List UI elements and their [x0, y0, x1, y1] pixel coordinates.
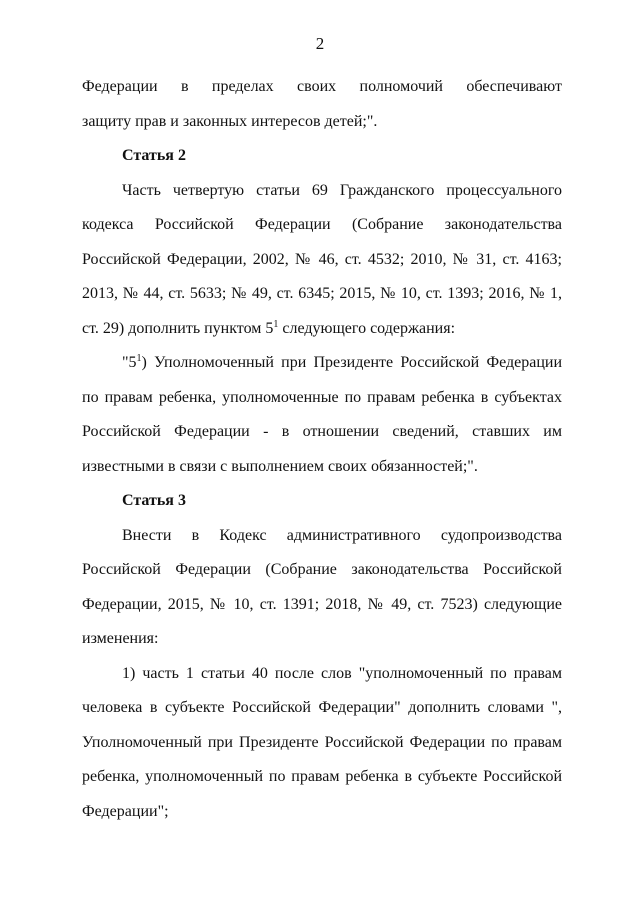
- intro-word: Федерации: [82, 78, 158, 95]
- article-3-heading: Статья 3: [122, 492, 186, 509]
- article-2-p2-text: ) Уполномоченный при Президенте Российской Федерации по правам ребенка, уполномоченные по правам ребенка в субъектах Российской Федерации - в отношении сведений, ставших им известными в связи с выполнением своих обязанностей;".: [82, 354, 562, 475]
- intro-word: своих: [297, 78, 337, 95]
- article-2-p1-text: Часть четвертую статьи 69 Гражданского процессуального кодекса Российской Федерации (Собрание законодательства Российской Федерации, 2002, № 46, ст. 4532; 2010, № 31, ст. 4163; 2013, № 44, ст. 5633; № 49, ст. 6345; 2015, № 10, ст. 1393; 2016, № 1, ст. 29) дополнить пунктом 5: [82, 181, 562, 337]
- intro-word: пределах: [211, 78, 274, 95]
- article-2-p1-superscript: 1: [273, 318, 279, 330]
- article-3-paragraph-2: 1) часть 1 статьи 40 после слов "уполномоченный по правам человека в субъекте Российской Федерации" дополнить словами ", Уполномоченный при Президенте Российской Федерации по правам ребенка, уполномоченный по правам ребенка в субъекте Российской Федерации";: [82, 664, 562, 820]
- intro-word: обеспечивают: [466, 78, 562, 95]
- intro-word: в: [180, 78, 189, 95]
- document-body: [82, 70, 562, 829]
- page-number: 2: [315, 34, 325, 53]
- article-2-heading: Статья 2: [122, 147, 186, 164]
- intro-first-line: [82, 70, 562, 105]
- intro-word: полномочий: [359, 78, 443, 95]
- article-2-p2-prefix: "5: [122, 354, 137, 371]
- article-2-paragraph-1: [82, 174, 562, 347]
- intro-paragraph-end: защиту прав и законных интересов детей;".: [82, 112, 378, 130]
- article-2-p1-text-end: следующего содержания:: [278, 319, 456, 337]
- article-2-p2-superscript: 1: [136, 353, 142, 364]
- article-2-paragraph-2: [82, 346, 562, 484]
- article-3-paragraph-1: Внести в Кодекс административного судопроизводства Российской Федерации (Собрание законодательства Российской Федерации, 2015, № 10, ст. 1391; 2018, № 49, ст. 7523) следующие изменения:: [82, 526, 562, 647]
